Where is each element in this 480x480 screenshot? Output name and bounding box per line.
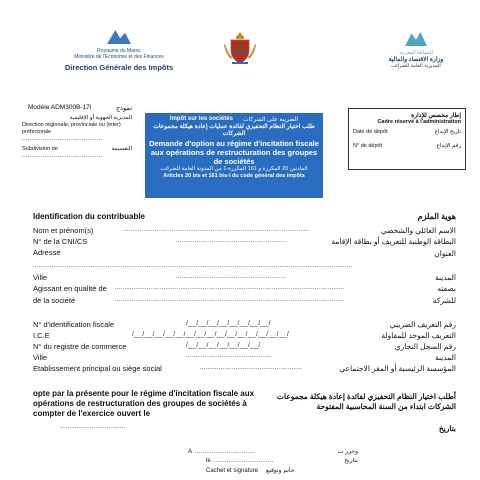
signature-block (188, 448, 358, 476)
identification-title: Identification du contribuable (33, 212, 145, 221)
ministry-logo-right (368, 30, 464, 69)
direction-ar: المديرية الجهوية أو الإقليمية (69, 115, 132, 121)
option-text-fr: opte par la présente pour le régime d'incitation fiscale aux opérations de restructuration des groupes de sociétés à compter de l'exercice ouvert le (33, 389, 255, 418)
quality-field[interactable]: ........................................................................................................................... (115, 285, 345, 291)
company-label: de la société (33, 296, 76, 305)
option-date-ar: بتاريخ (438, 424, 456, 433)
subdivision-ar: التقسيمة (111, 146, 132, 153)
cni-field[interactable]: ........................................................... (176, 238, 287, 244)
deposit-number-ar: رقم الإيداع (436, 143, 461, 149)
mountain-logo-icon (403, 30, 429, 48)
option-text-ar: أطلب اختيار النظام التحفيزي لفائدة إعادة هيكلة مجموعات الشركات ابتداء من السنة المحاسبية المفتوحة (276, 392, 456, 412)
fiscal-year-field[interactable]: ................................... (60, 424, 126, 430)
address-label: Adresse (33, 248, 61, 257)
place-label-ar: وحرر ب (337, 449, 358, 455)
direction-block (22, 115, 132, 161)
quality-label: Agissant en qualité de (33, 284, 107, 293)
address-label-ar: العنوان (434, 249, 456, 258)
kingdom-ar: المملكة المغربية (399, 50, 433, 56)
place-field[interactable]: ................................ (195, 449, 255, 455)
cni-label: N° de la CNI/CS (33, 237, 88, 246)
admin-title-fr: Cadre réservé à l'administration (377, 119, 461, 125)
cachet-label: Cachet et signature (206, 467, 259, 474)
city-label: Ville (33, 273, 48, 282)
company-city-label-ar: المدينة (434, 353, 456, 362)
deposit-date-ar: تاريخ الإيداع (434, 129, 461, 135)
ministry-ar: وزارة الاقتصاد والمالية (388, 57, 444, 63)
hq-label-ar: المؤسسة الرئيسية أو المقر الاجتماعي (339, 364, 456, 373)
request-fr: Demande d'option au régime d'incitation fiscale aux opérations de restructuration des groupes de sociétés (149, 139, 319, 166)
subdivision-dots[interactable]: ........................................... (22, 153, 103, 160)
ice-label-ar: التعريف الموحد للمقاولة (381, 331, 456, 340)
if-field[interactable]: /__/__/__/__/__/__/__/__/ (186, 320, 271, 327)
direction-fr: Direction régionale, provinciale ou (inter) préfectorale (22, 122, 121, 136)
place-label: A (188, 449, 193, 455)
date-label-ar: بتاريخ (344, 458, 358, 465)
name-field[interactable]: .................................................................................................... (123, 227, 310, 233)
city-label-ar: المدينة (434, 273, 456, 282)
company-label-ar: للشركة (432, 296, 456, 305)
admin-title-ar: إطار مخصص للإدارة (411, 113, 461, 119)
is-title-ar: الضريبة على الشركات (242, 117, 299, 123)
articles-ar: المادتين 20 المكررة و 161 المكررة-1 من المدونة العامة للضرائب (160, 166, 308, 172)
rc-field[interactable]: /__/__/__/__/__/__/__/ (186, 342, 261, 349)
deposit-number-label: N° de dépôt (353, 143, 383, 149)
company-city-field[interactable]: .............................................. (186, 353, 272, 359)
request-ar: طلب اختيار النظام التحفيزي لفائدة عمليات إعادة هيكلة مجموعات الشركات (153, 124, 315, 137)
identification-title-ar: هوية الملزم (417, 212, 456, 221)
direction-dots[interactable]: ........................................... (22, 136, 103, 143)
dgi-ar: المديرية العامة للضرائب (391, 63, 441, 69)
ministry-line: Ministère de l'Economie et des Finances (74, 54, 164, 60)
city-field[interactable]: ........................................................... (176, 274, 287, 280)
date-field[interactable]: ................................ (213, 458, 274, 465)
mountain-logo-icon (104, 28, 134, 46)
dgi-line: Direction Générale des Impôts (64, 63, 174, 72)
cachet-label-ar: خاتم وتوقيع (266, 467, 295, 474)
articles-fr: Articles 20 bis et 161 bis-I du code général des impôts (163, 172, 305, 179)
company-city-label: Ville (33, 353, 48, 362)
ice-label: I.C.E (33, 331, 50, 340)
date-label: le (206, 458, 211, 465)
deposit-date-label: Date de dépôt (353, 129, 388, 135)
name-label: Nom et prénom(s) (33, 226, 94, 235)
company-field[interactable]: ........................................................................................................................... (115, 297, 345, 303)
ice-field[interactable]: /__/__/__/__/__/__/__/__/__/__/__/__/__/__/__/ (132, 331, 290, 338)
rc-label-ar: رقم السجل التجاري (394, 342, 456, 351)
dgi-logo-left (44, 28, 194, 72)
form-title-box (145, 113, 323, 198)
cni-label-ar: البطاقة الوطنية للتعريف أو بطاقة الإقامة (331, 237, 456, 246)
royal-crest-icon (222, 30, 258, 66)
hq-label: Etablissement principal ou siège social (33, 364, 162, 373)
if-label-ar: رقم التعريف الضريبي (389, 320, 456, 329)
quality-label-ar: بصفته (437, 284, 456, 293)
address-field[interactable]: ........................................................................................................................................................................... (33, 263, 353, 269)
is-title-fr: Impôt sur les sociétés (169, 116, 233, 122)
model-ar: نموذج (115, 105, 132, 112)
model-fr: Modèle ADM300B-17I (28, 104, 92, 111)
subdivision-fr: Subdivision de (22, 146, 58, 153)
gov-line: Royaume du Maroc (97, 48, 141, 54)
rc-label: N° du registre de commerce (33, 342, 127, 351)
hq-field[interactable]: ....................................................... (200, 365, 303, 371)
admin-reserved-box (348, 108, 466, 170)
if-label: N° d'identification fiscale (33, 320, 115, 329)
name-label-ar: الاسم العائلي والشخصي (380, 226, 456, 235)
model-number (28, 104, 132, 112)
